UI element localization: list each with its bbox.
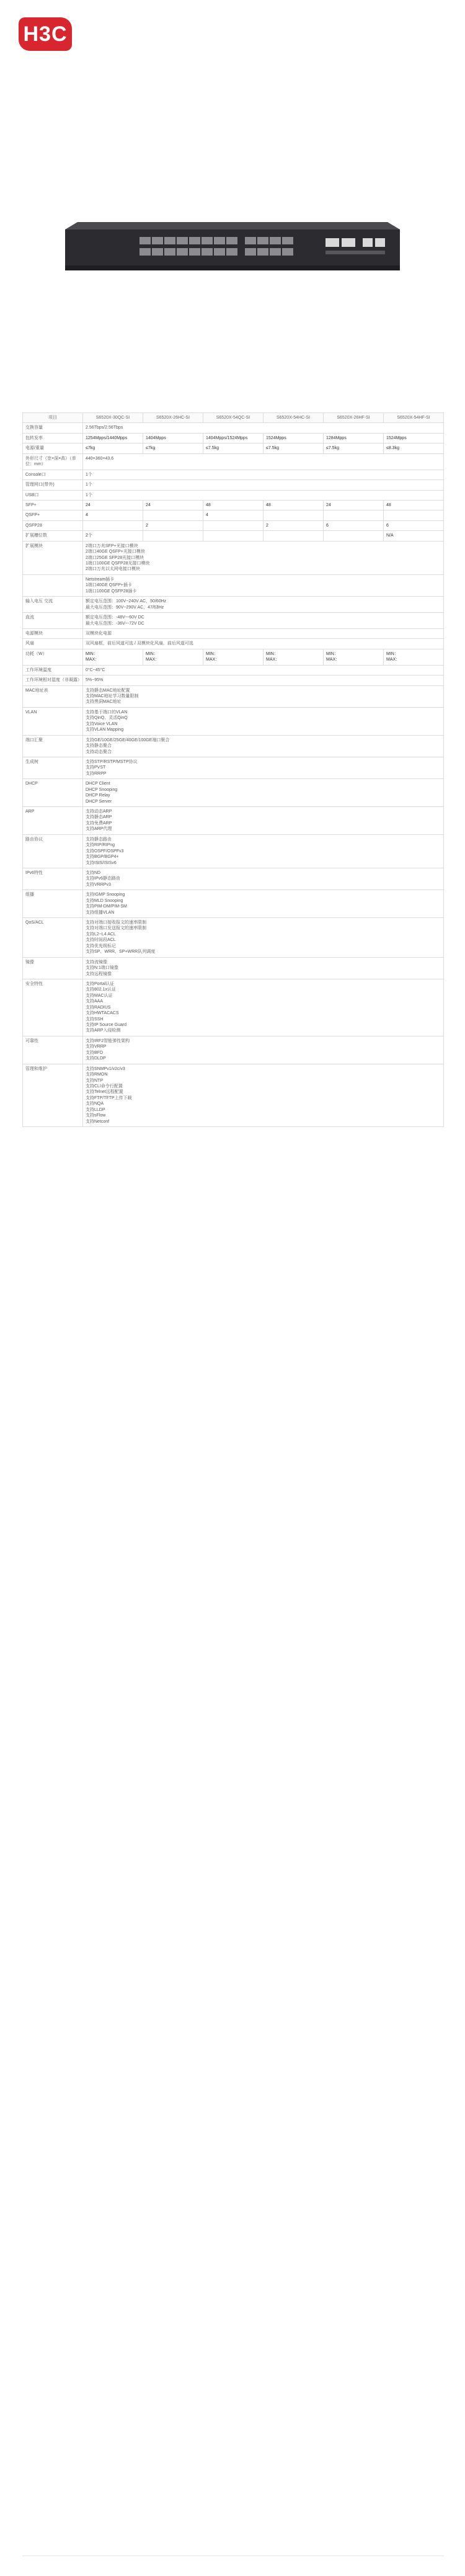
row-cell: [384, 510, 444, 520]
table-row: [23, 675, 444, 685]
row-label: 扩展模块: [23, 541, 83, 574]
row-cell: [264, 531, 324, 541]
row-value: 双模块化电源: [83, 628, 444, 638]
row-cell: 48: [203, 500, 264, 510]
table-row: [23, 735, 444, 757]
table-row: [23, 480, 444, 490]
table-row: [23, 957, 444, 979]
table-row: [23, 490, 444, 500]
row-value: 2端口万兆SFP+光接口模块 2端口40GE QSFP+光接口模块 2端口25GE SFP28光接口模块 1端口100GE QSFP28光接口模块 2端口万兆以太网电接口模块: [83, 541, 444, 574]
row-label: 直流: [23, 613, 83, 629]
table-row: [23, 665, 444, 675]
row-value: 支持IRF2智能弹性架构 支持VRRP 支持BFD 支持DLDP: [83, 1036, 444, 1064]
table-row: [23, 1036, 444, 1064]
row-cell: ≤8.3kg: [384, 443, 444, 453]
row-label: 输入电压 交流: [23, 597, 83, 613]
row-cell: 4: [83, 510, 143, 520]
table-row: [23, 443, 444, 453]
row-label: 工作环境相对湿度（非凝露）: [23, 675, 83, 685]
row-value: 支持静态路由 支持RIP/RIPng 支持OSPF/OSPFv3 支持BGP/BGP4+ 支持ISIS/ISISv6: [83, 834, 444, 868]
row-cell: 6: [384, 520, 444, 530]
row-cell: ≤7.5kg: [264, 443, 324, 453]
row-cell: ≤7.5kg: [324, 443, 384, 453]
row-label: 功耗（W）: [23, 649, 83, 665]
row-cell: MIN： MAX：: [83, 649, 143, 665]
row-cell: [324, 531, 384, 541]
row-cell: ≤7kg: [83, 443, 143, 453]
table-row: [23, 918, 444, 958]
row-cell: MIN： MAX：: [264, 649, 324, 665]
row-value: 双风扇框，前后风道可选 / 双模块化风扇，前后风道可选: [83, 639, 444, 649]
row-value: 1个: [83, 470, 444, 479]
row-label: IPv6特性: [23, 868, 83, 889]
row-label: 包转发率: [23, 433, 83, 443]
row-label: VLAN: [23, 707, 83, 735]
table-row: [23, 685, 444, 707]
row-value: 支持静态MAC地址配置 支持MAC地址学习数量限制 支持黑洞MAC地址: [83, 685, 444, 707]
row-value: 1个: [83, 480, 444, 490]
row-cell: N/A: [384, 531, 444, 541]
row-label: 管理和维护: [23, 1064, 83, 1126]
row-label: [23, 574, 83, 596]
table-row: [23, 979, 444, 1036]
table-row: [23, 613, 444, 629]
table-row: [23, 520, 444, 530]
table-row: [23, 510, 444, 520]
row-cell: MIN： MAX：: [203, 649, 264, 665]
row-cell: MIN： MAX：: [143, 649, 203, 665]
row-label: 电源模块: [23, 628, 83, 638]
row-label: 电源/重量: [23, 443, 83, 453]
row-cell: MIN： MAX：: [384, 649, 444, 665]
row-label: 管理网口(带外): [23, 480, 83, 490]
table-row: [23, 807, 444, 835]
row-label: 外形尺寸（宽×深×高）（单位：mm）: [23, 453, 83, 470]
row-value: 5%~95%: [83, 675, 444, 685]
row-label: MAC地址表: [23, 685, 83, 707]
row-label: 镜像: [23, 957, 83, 979]
table-row: [23, 707, 444, 735]
row-cell: [264, 510, 324, 520]
table-row: [23, 834, 444, 868]
row-label: 生成树: [23, 757, 83, 778]
switch-product-image: [65, 217, 400, 276]
table-row: [23, 779, 444, 807]
row-cell: [324, 510, 384, 520]
table-row: [23, 1064, 444, 1126]
row-label: QSFP28: [23, 520, 83, 530]
table-row: [23, 890, 444, 918]
row-label: QSFP+: [23, 510, 83, 520]
row-label: DHCP: [23, 779, 83, 807]
row-cell: 2: [264, 520, 324, 530]
row-cell: [203, 531, 264, 541]
row-label: 路由协议: [23, 834, 83, 868]
row-label: 工作环境温度: [23, 665, 83, 675]
row-value: 支持流镜像 支持N:1端口镜像 支持远程镜像: [83, 957, 444, 979]
h3c-logo: H3C: [19, 17, 72, 51]
row-label: USB口: [23, 490, 83, 500]
row-value: 支持ND 支持IPv6静态路由 支持VRRPv3: [83, 868, 444, 889]
table-row: [23, 541, 444, 574]
row-value: 2.56Tbps/2.56Tbps: [83, 423, 444, 433]
table-row: [23, 500, 444, 510]
table-row: [23, 649, 444, 665]
header-model: S6520X-30QC-SI: [83, 413, 143, 423]
row-cell: 4: [203, 510, 264, 520]
table-row: [23, 423, 444, 433]
row-value: DHCP Client DHCP Snooping DHCP Relay DHCP Server: [83, 779, 444, 807]
row-cell: 24: [83, 500, 143, 510]
header-model: S6520X-54HC-SI: [264, 413, 324, 423]
row-label: 安全特性: [23, 979, 83, 1036]
table-row: [23, 757, 444, 778]
row-value: 支持动态ARP 支持静态ARP 支持免费ARP 支持ARP代理: [83, 807, 444, 835]
table-row: [23, 433, 444, 443]
row-cell: [83, 520, 143, 530]
row-label: Console口: [23, 470, 83, 479]
row-label: ARP: [23, 807, 83, 835]
row-value: 支持基于端口的VLAN 支持QinQ、灵活QinQ 支持Voice VLAN 支持VLAN Mapping: [83, 707, 444, 735]
row-cell: MIN： MAX：: [324, 649, 384, 665]
row-label: QoS/ACL: [23, 918, 83, 958]
row-cell: 24: [143, 500, 203, 510]
row-label: 交换容量: [23, 423, 83, 433]
row-label: 扩展槽位数: [23, 531, 83, 541]
row-cell: 1524Mpps: [384, 433, 444, 443]
spec-table: [22, 412, 444, 1127]
row-value: 支持Portal认证 支持802.1x认证 支持MAC认证 支持AAA 支持RADIUS 支持HWTACACS 支持SSH 支持IP Source Guard 支持ARP入侵检测: [83, 979, 444, 1036]
row-cell: 6: [324, 520, 384, 530]
row-value: 1个: [83, 490, 444, 500]
row-value: 支持对端口接收报文的速率限制 支持对端口发送报文的速率限制 支持L2~L4 ACL 支持时间段ACL 支持优先级标记 支持SP、WRR、SP+WRR队列调度: [83, 918, 444, 958]
row-value: Netstream插卡 1端口40GE QSFP+插卡 1端口100GE QSFP28插卡: [83, 574, 444, 596]
row-cell: 1524Mpps: [264, 433, 324, 443]
header-model: S6520X-54QC-SI: [203, 413, 264, 423]
row-cell: 2: [143, 520, 203, 530]
table-row: [23, 453, 444, 470]
row-cell: 1404Mpps/1524Mpps: [203, 433, 264, 443]
table-row: [23, 470, 444, 479]
row-value: 支持GE/10GE/25GE/40GE/100GE端口聚合 支持静态聚合 支持动态聚合: [83, 735, 444, 757]
row-label: 端口汇聚: [23, 735, 83, 757]
header-model: S6520X-26HF-SI: [324, 413, 384, 423]
row-value: 支持IGMP Snooping 支持MLD Snooping 支持PIM-DM/PIM-SM 支持组播VLAN: [83, 890, 444, 918]
row-cell: 1404Mpps: [143, 433, 203, 443]
row-label: SFP+: [23, 500, 83, 510]
row-cell: [143, 531, 203, 541]
row-cell: ≤7kg: [143, 443, 203, 453]
row-value: 支持SNMPv1/v2c/v3 支持RMON 支持NTP 支持CLI命令行配置 支持Telnet远程配置 支持FTP/TFTP上传下载 支持NQA 支持LLDP 支持sFlow 支持Netconf: [83, 1064, 444, 1126]
row-cell: 2个: [83, 531, 143, 541]
row-cell: ≤7.5kg: [203, 443, 264, 453]
row-cell: 48: [384, 500, 444, 510]
row-value: 额定电压范围：100V~240V AC，50/60Hz 最大电压范围：90V~290V AC，47/63Hz: [83, 597, 444, 613]
row-value: 440×360×43.6: [83, 453, 444, 470]
table-row: [23, 597, 444, 613]
row-cell: 24: [324, 500, 384, 510]
table-row: [23, 628, 444, 638]
spec-table-header: [23, 413, 444, 423]
row-value: 额定电压范围：-48V~-60V DC 最大电压范围：-36V~-72V DC: [83, 613, 444, 629]
row-label: 风扇: [23, 639, 83, 649]
row-label: 组播: [23, 890, 83, 918]
row-cell: [203, 520, 264, 530]
header-model: S6520X-26HC-SI: [143, 413, 203, 423]
table-row: [23, 639, 444, 649]
row-value: 0°C~45°C: [83, 665, 444, 675]
table-row: [23, 574, 444, 596]
header-label: 项目: [23, 413, 83, 423]
table-row: [23, 868, 444, 889]
row-label: 可靠性: [23, 1036, 83, 1064]
table-row: [23, 531, 444, 541]
row-cell: [143, 510, 203, 520]
row-cell: 1254Mpps/1440Mpps: [83, 433, 143, 443]
row-cell: 1284Mpps: [324, 433, 384, 443]
row-value: 支持STP/RSTP/MSTP协议 支持PVST 支持RRPP: [83, 757, 444, 778]
header-model: S6520X-54HF-SI: [384, 413, 444, 423]
row-cell: 48: [264, 500, 324, 510]
